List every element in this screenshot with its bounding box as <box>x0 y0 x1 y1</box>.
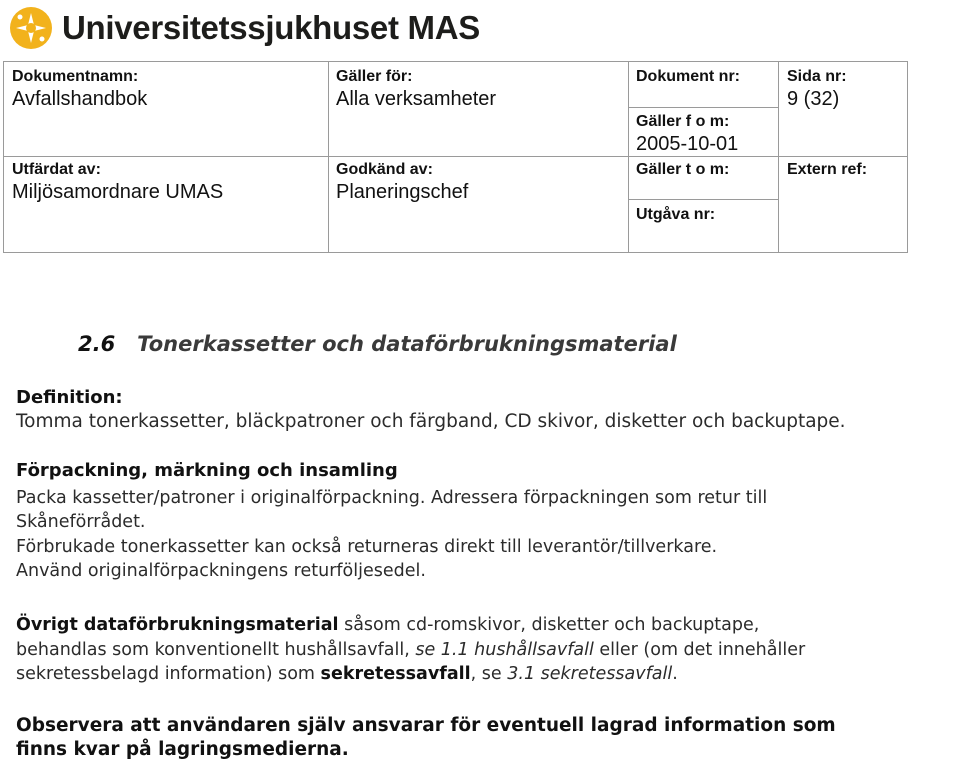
page-value: 9 (32) <box>787 88 840 110</box>
other-line-3-end: . <box>672 664 678 684</box>
note-line-2: finns kvar på lagringsmedierna. <box>16 739 349 760</box>
issued-by-cell <box>12 160 223 204</box>
logo-text: Universitetssjukhuset MAS <box>62 9 480 46</box>
approved-by-cell <box>336 160 468 204</box>
other-line-3-a: sekretessbelagd information) som <box>16 664 321 684</box>
note-line-1: Observera att användaren själv ansvarar för eventuell lagrad information som <box>16 715 836 736</box>
applies-for-label: Gäller för: <box>336 68 413 85</box>
approved-by-label: Godkänd av: <box>336 161 433 178</box>
valid-to-label: Gäller t o m: <box>636 161 730 178</box>
applies-for-cell <box>336 67 496 111</box>
section-number: 2.6 <box>78 332 116 356</box>
other-line-3-b: , se <box>470 664 508 684</box>
household-ref: se 1.1 hushållsavfall <box>415 640 594 660</box>
doc-name-value: Avfallshandbok <box>12 88 148 110</box>
packing-line-4: Använd originalförpackningens returföljesedel. <box>16 561 426 581</box>
packing-line-3: Förbrukade tonerkassetter kan också returneras direkt till leverantör/tillverkare. <box>16 537 718 557</box>
other-line-2-b: eller (om det innehåller <box>593 640 806 660</box>
edition-cell <box>636 205 715 225</box>
doc-no-cell <box>636 67 740 87</box>
approved-by-value: Planeringschef <box>336 181 469 203</box>
other-line-3-bold: sekretessavfall <box>320 664 471 684</box>
document-header-table <box>3 61 908 253</box>
extern-ref-cell <box>787 160 867 180</box>
doc-no-label: Dokument nr: <box>636 68 740 85</box>
other-line-1 <box>16 613 759 638</box>
other-line-2-a: behandlas som konventionellt hushållsavfall, <box>16 640 416 660</box>
doc-name-cell <box>12 67 147 111</box>
valid-from-label: Gäller f o m: <box>636 113 730 130</box>
doc-name-label: Dokumentnamn: <box>12 68 139 85</box>
extern-ref-label: Extern ref: <box>787 161 868 178</box>
other-text-1: såsom cd-romskivor, disketter och backuptape, <box>338 615 760 635</box>
packing-heading: Förpackning, märkning och insamling <box>16 460 398 481</box>
sun-logo-icon <box>8 5 54 51</box>
page-label: Sida nr: <box>787 68 847 85</box>
secrecy-ref: 3.1 sekretessavfall <box>507 664 673 684</box>
valid-from-value: 2005-10-01 <box>636 133 739 155</box>
issued-by-value: Miljösamordnare UMAS <box>12 181 224 203</box>
definition-heading: Definition: <box>16 387 123 408</box>
valid-to-cell <box>636 160 729 180</box>
other-bold: Övrigt dataförbrukningsmaterial <box>16 615 339 635</box>
logo <box>8 4 480 52</box>
other-line-2 <box>16 638 805 663</box>
page-cell <box>787 67 847 111</box>
other-line-3 <box>16 662 678 687</box>
applies-for-value: Alla verksamheter <box>336 88 497 110</box>
section-title <box>78 332 677 356</box>
definition-text: Tomma tonerkassetter, bläckpatroner och färgband, CD skivor, disketter och backuptape. <box>16 411 846 432</box>
packing-line-2: Skåneförrådet. <box>16 512 146 532</box>
section-title-text: Tonerkassetter och dataförbrukningsmaterial <box>137 332 677 356</box>
edition-label: Utgåva nr: <box>636 206 716 223</box>
packing-line-1: Packa kassetter/patroner i originalförpackning. Adressera förpackningen som retur till <box>16 488 768 508</box>
valid-from-cell <box>636 112 738 156</box>
issued-by-label: Utfärdat av: <box>12 161 101 178</box>
